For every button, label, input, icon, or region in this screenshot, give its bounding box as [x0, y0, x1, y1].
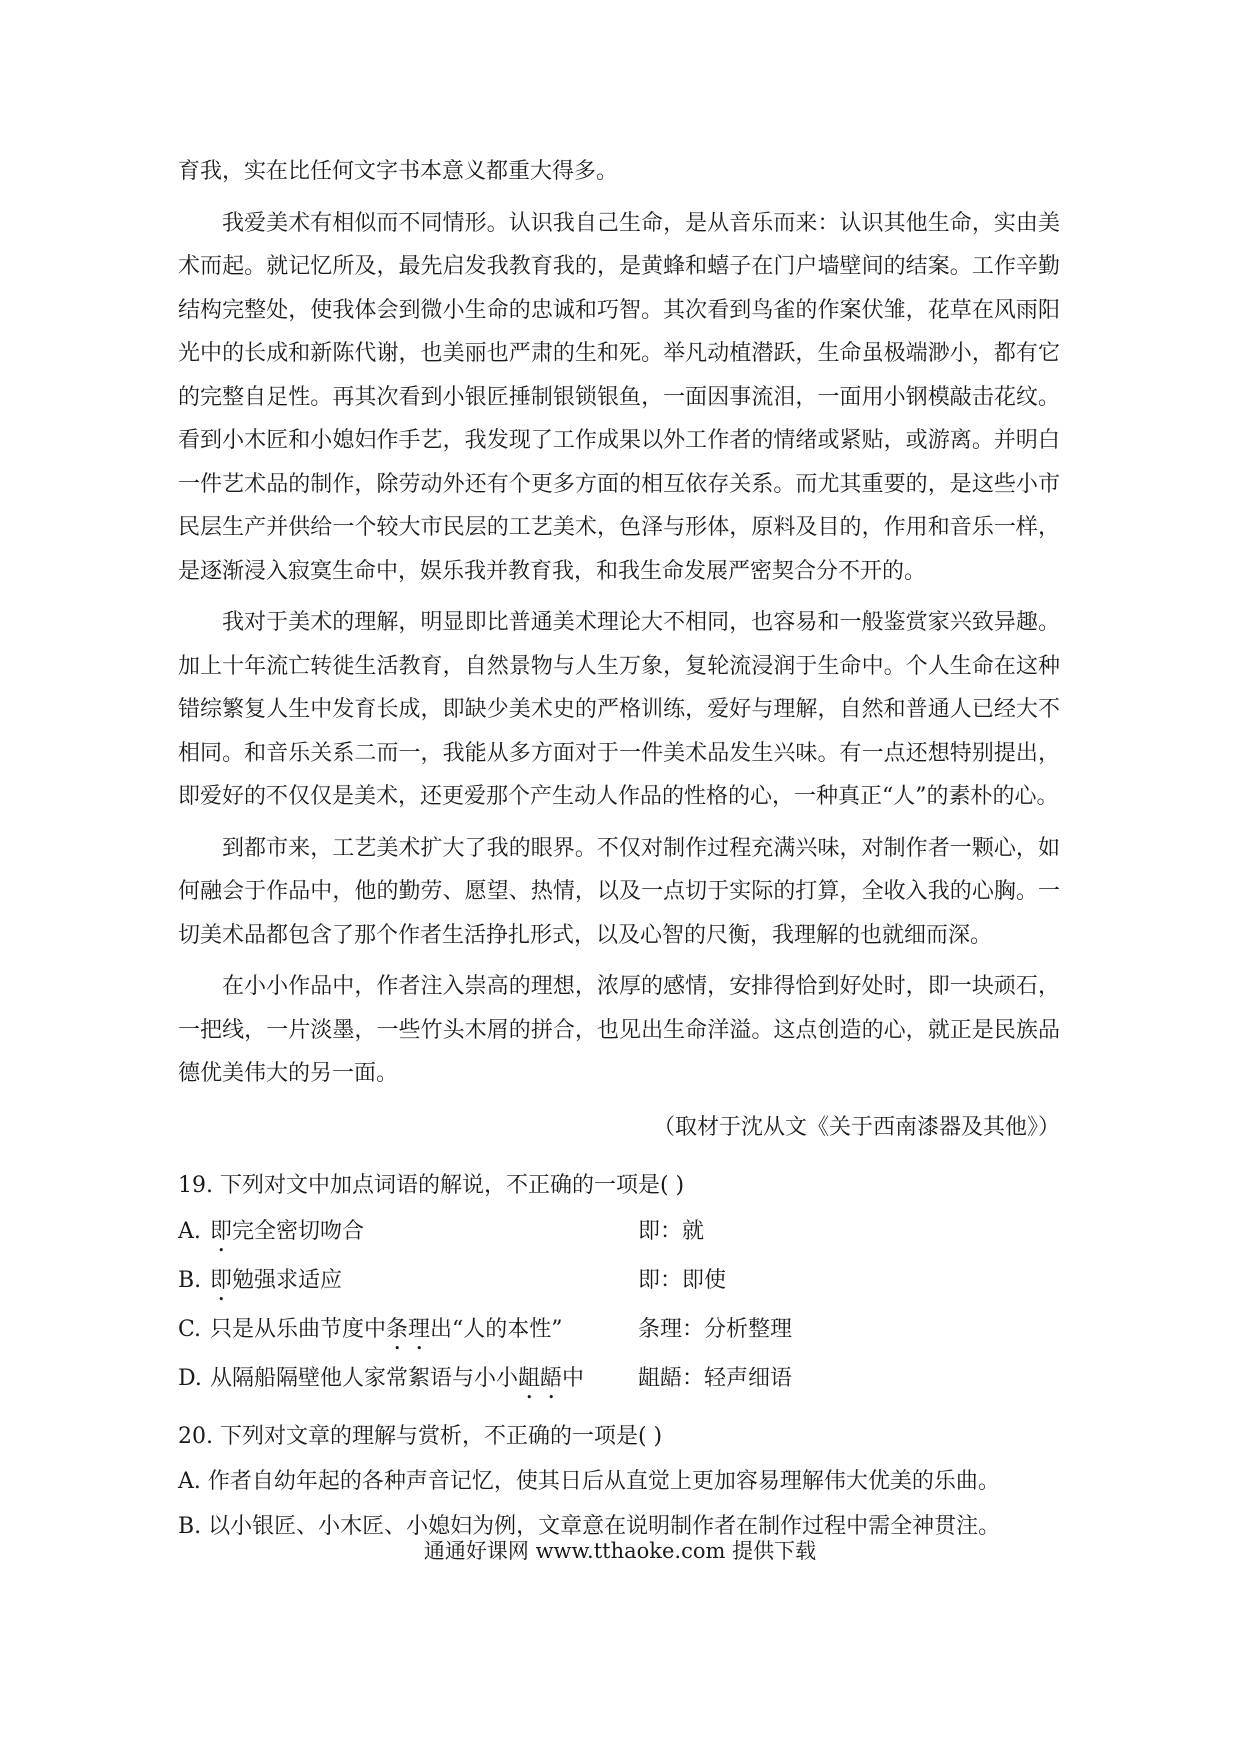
question-20-stem: 20. 下列对文章的理解与赏析，不正确的一项是( ) [178, 1424, 663, 1449]
passage-paragraph-4: 在小小作品中，作者注入崇高的理想，浓厚的感情，安排得恰到好处时，即一块顽石，一把线，一片淡墨，一些竹头木屑的拼合，也见出生命洋溢。这点创造的心，就正是民族品德优美伟大的另一面。 [178, 974, 1060, 1086]
dotted-term: 条理 [386, 1317, 431, 1342]
question-19-option-c [178, 1306, 1060, 1355]
option-text: 即完全密切吻合 [210, 1219, 365, 1244]
question-19-option-a [178, 1208, 1060, 1257]
dotted-term: 龃龉 [518, 1366, 563, 1391]
passage-paragraph-3: 到都市来，工艺美术扩大了我的眼界。不仅对制作过程充满兴味，对制作者一颗心，如何融会于作品中，他的勤劳、愿望、热情，以及一点切于实际的打算，全收入我的心胸。一切美术品都包含了那个作者生活挣扎形式，以及心智的尺衡，我理解的也就细而深。 [178, 835, 1060, 948]
option-gloss: 即：就 [638, 1219, 705, 1244]
option-letter: A. [178, 1219, 201, 1244]
passage-paragraph-2: 我对于美术的理解，明显即比普通美术理论大不相同，也容易和一般鉴赏家兴致异趣。加上十年流亡转徙生活教育，自然景物与人生万象，复轮流浸润于生命中。个人生命在这种错综繁复人生中发育长成，即缺少美术史的严格训练，爱好与理解，自然和普通人已经大不相同。和音乐关系二而一，我能从多方面对于一件美术品发生兴味。有一点还想特别提出，即爱好的不仅仅是美术，还更爱那个产生动人作品的性格的心，一种真正“人”的素朴的心。 [178, 610, 1060, 809]
option-text: 从隔船隔壁他人家常絮语与小小龃龉中 [210, 1366, 585, 1391]
source-citation: （取材于沈从文《关于西南漆器及其他》） [652, 1114, 1060, 1140]
question-19-stem: 19. 下列对文中加点词语的解说，不正确的一项是( ) [178, 1173, 685, 1198]
dotted-term: 即 [210, 1219, 233, 1244]
option-letter: D. [178, 1366, 202, 1391]
question-20-option-a: A. 作者自幼年起的各种声音记忆，使其日后从直觉上更加容易理解伟大优美的乐曲。 [178, 1469, 1000, 1494]
option-text: 即勉强求适应 [210, 1268, 343, 1293]
page-footer: 通通好课网 www.tthaoke.com 提供下载 [423, 1539, 817, 1563]
question-19-option-d [178, 1355, 1060, 1404]
option-letter: B. [178, 1268, 202, 1293]
question-19-option-b [178, 1257, 1060, 1306]
option-text: 只是从乐曲节度中条理出“人的本性” [210, 1317, 563, 1342]
question-20-option-b: B. 以小银匠、小木匠、小媳妇为例，文章意在说明制作者在制作过程中需全神贯注。 [178, 1514, 1001, 1539]
passage-line-continued: 育我，实在比任何文字书本意义都重大得多。 [178, 159, 619, 184]
passage-paragraph-1: 我爱美术有相似而不同情形。认识我自己生命，是从音乐而来：认识其他生命，实由美术而起。就记忆所及，最先启发我教育我的，是黄蜂和蟢子在门户墙壁间的结案。工作辛勤结构完整处，使我体会到微小生命的忠诚和巧智。其次看到鸟雀的作案伏雏，花草在风雨阳光中的长成和新陈代谢，也美丽也严肃的生和死。举凡动植潜跃，生命虽极端渺小，都有它的完整自足性。再其次看到小银匠捶制银锁银鱼，一面因事流泪，一面用小钢模敲击花纹。看到小木匠和小媳妇作手艺，我发现了工作成果以外工作者的情绪或紧贴，或游离。并明白一件艺术品的制作，除劳动外还有个更多方面的相互依存关系。而尤其重要的，是这些小市民层生产并供给一个较大市民层的工艺美术，色泽与形体，原料及目的，作用和音乐一样，是逐渐浸入寂寞生命中，娱乐我并教育我，和我生命发展严密契合分不开的。 [178, 210, 1060, 584]
option-gloss: 龃龉：轻声细语 [638, 1366, 793, 1391]
option-letter: C. [178, 1317, 202, 1342]
option-gloss: 即：即使 [638, 1268, 727, 1293]
option-gloss: 条理：分析整理 [638, 1317, 793, 1342]
dotted-term: 即 [210, 1268, 233, 1293]
content-area [178, 150, 1060, 1549]
